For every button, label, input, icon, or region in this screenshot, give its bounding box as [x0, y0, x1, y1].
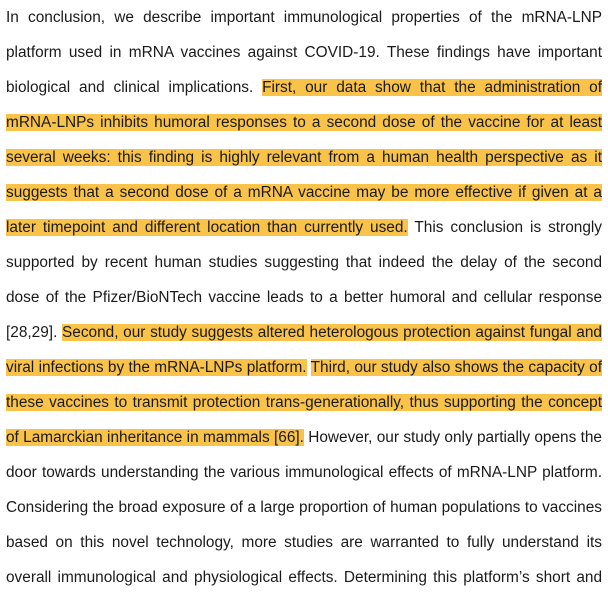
- text-line: [6, 566, 602, 590]
- text-line: [6, 6, 602, 30]
- text-line: [6, 531, 602, 555]
- highlighted-text: First, our data show that the administration of: [262, 79, 602, 96]
- highlighted-text: later timepoint and different location than currently used.: [6, 219, 408, 236]
- text-line: [6, 181, 602, 205]
- text-line: [6, 286, 602, 310]
- text-line: [6, 216, 602, 240]
- text-line: [6, 251, 602, 275]
- text-run: based on this novel technology, more studies are warranted to fully understand its: [6, 534, 602, 551]
- text-line: [6, 76, 602, 100]
- highlighted-text: these vaccines to transmit protection trans-generationally, thus supporting the concept: [6, 394, 602, 411]
- highlighted-text: viral infections by the mRNA-LNPs platform.: [6, 359, 307, 376]
- text-run: biological and clinical implications.: [6, 79, 263, 96]
- highlighted-text: mRNA-LNPs inhibits humoral responses to a second dose of the vaccine for at least: [6, 114, 602, 131]
- text-line: [6, 146, 602, 170]
- highlighted-text: of Lamarckian inheritance in mammals [66].: [6, 429, 304, 446]
- highlighted-text: several weeks: this finding is highly relevant from a human health perspective as it: [6, 149, 602, 166]
- text-run: supported by recent human studies suggesting that indeed the delay of the second: [6, 254, 602, 271]
- text-line: [6, 496, 602, 520]
- text-line: [6, 426, 602, 450]
- text-run: dose of the Pfizer/BioNTech vaccine leads to a better humoral and cellular response: [6, 289, 602, 306]
- text-line: [6, 461, 602, 485]
- text-run: door towards understanding the various immunological effects of mRNA-LNP platform.: [6, 464, 602, 481]
- text-line: [6, 41, 602, 65]
- text-line: [6, 391, 602, 415]
- text-run: [28,29].: [6, 324, 63, 341]
- highlighted-text: Second, our study suggests altered heterologous protection against fungal and: [62, 324, 602, 341]
- highlighted-text: suggests that a second dose of a mRNA vaccine may be more effective if given at a: [6, 184, 602, 201]
- text-run: Considering the broad exposure of a large proportion of human populations to vaccines: [6, 499, 602, 516]
- text-run: platform used in mRNA vaccines against COVID-19. These findings have important: [6, 44, 602, 61]
- text-line: [6, 321, 602, 345]
- text-run: This conclusion is strongly: [407, 219, 602, 236]
- text-run: overall immunological and physiological effects. Determining this platform’s short and: [6, 569, 602, 586]
- highlighted-text: Third, our study also shows the capacity of: [310, 359, 603, 376]
- text-line: [6, 111, 602, 135]
- text-run: However, our study only partially opens the: [303, 429, 602, 446]
- text-run: In conclusion, we describe important immunological properties of the mRNA-LNP: [6, 9, 602, 26]
- text-line: [6, 356, 602, 380]
